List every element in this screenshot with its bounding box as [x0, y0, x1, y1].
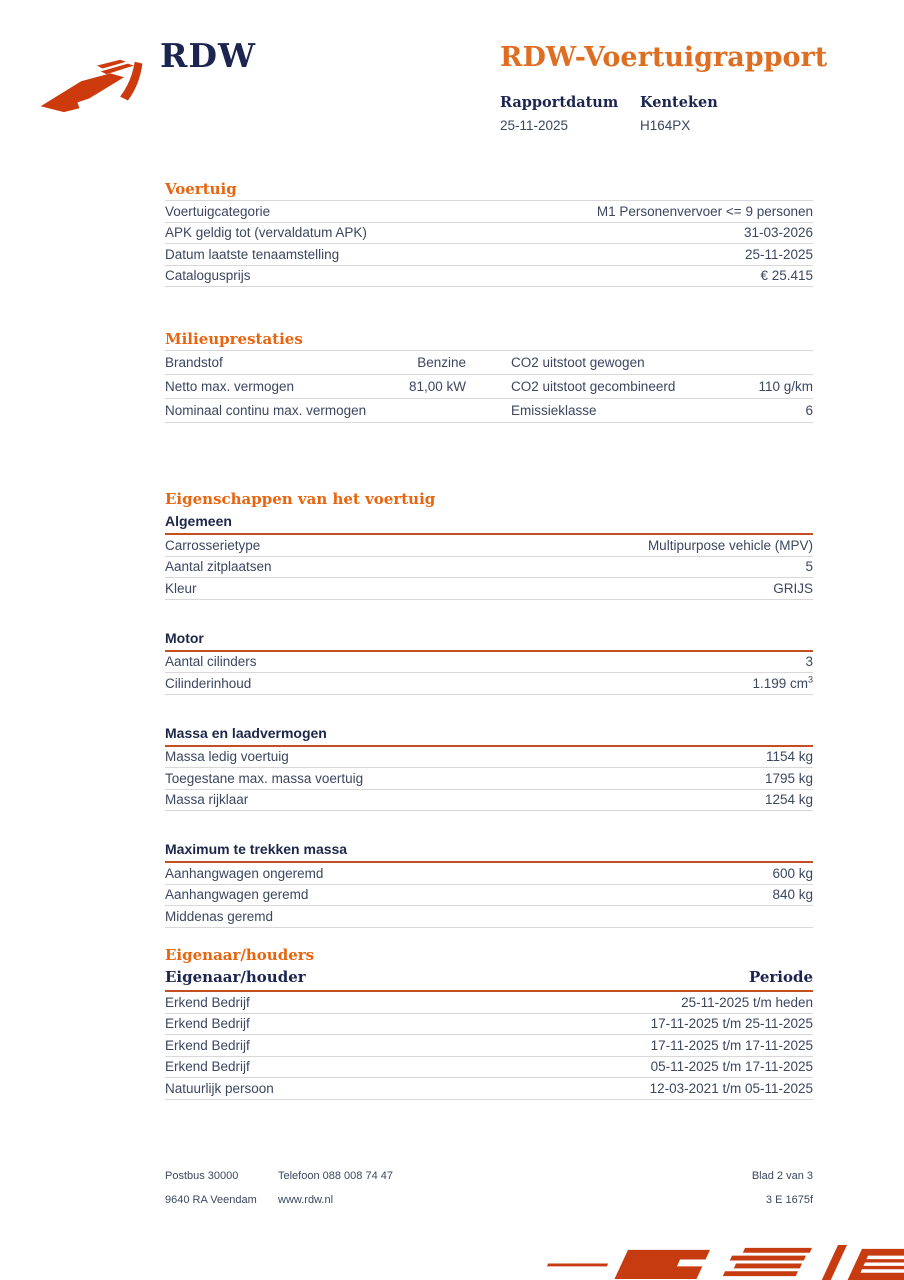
row-label: Cilinderinhoud	[165, 675, 252, 691]
row-value: 31-03-2026	[743, 225, 813, 240]
section-heading-milieuprestaties: Milieuprestaties	[165, 330, 303, 348]
table-row	[165, 266, 813, 288]
section-heading-eigenschappen: Eigenschappen van het voertuig	[165, 490, 436, 508]
row-value: GRIJS	[773, 580, 813, 596]
row-label: Catalogusprijs	[165, 268, 251, 283]
subsection-heading-motor: Motor	[165, 630, 813, 652]
table-row	[165, 535, 813, 557]
rdw-speed-stripes-graphic	[540, 1243, 904, 1280]
row-label: Aantal zitplaatsen	[165, 559, 272, 574]
footer-line-1	[165, 1164, 813, 1188]
table-row	[165, 557, 813, 579]
column-header-owner: Eigenaar/houder	[165, 968, 306, 986]
report-date-block	[500, 94, 640, 133]
footer-line-2	[165, 1188, 813, 1212]
row-label: Netto max. vermogen	[165, 379, 295, 394]
row-value: 6	[805, 403, 813, 418]
footer-phone: Telefoon 088 008 74 47	[278, 1170, 393, 1182]
row-label: Datum laatste tenaamstelling	[165, 246, 340, 262]
row-value: 1254 kg	[764, 792, 813, 807]
voertuig-rows	[165, 200, 813, 287]
row-label: CO2 uitstoot gewogen	[511, 355, 645, 370]
row-label: Toegestane max. massa voertuig	[165, 770, 364, 786]
footer-address-line2: 9640 RA Veendam	[165, 1194, 257, 1206]
row-value	[752, 673, 813, 695]
subsection-heading-trekken: Maximum te trekken massa	[165, 841, 813, 863]
subsection-trekken	[165, 841, 813, 928]
table-row	[165, 375, 813, 399]
row-label: Aanhangwagen geremd	[165, 887, 309, 902]
row-value: 1795 kg	[764, 770, 813, 786]
row-value: 840 kg	[772, 887, 813, 902]
row-label: Aantal cilinders	[165, 654, 257, 669]
table-row	[165, 790, 813, 812]
column-header-period: Periode	[748, 968, 813, 986]
table-row	[165, 768, 813, 790]
row-label: Nominaal continu max. vermogen	[165, 403, 367, 418]
row-value: 1154 kg	[765, 749, 813, 764]
report-date-value: 25-11-2025	[500, 118, 569, 133]
owner-name: Natuurlijk persoon	[165, 1080, 274, 1096]
report-header	[500, 42, 828, 133]
row-label: APK geldig tot (vervaldatum APK)	[165, 225, 367, 240]
section-heading-voertuig: Voertuig	[165, 180, 237, 198]
license-plate-block	[640, 94, 780, 133]
footer-address-line1: Postbus 30000	[165, 1170, 239, 1182]
license-plate-label: Kenteken	[640, 94, 718, 111]
page-footer	[165, 1164, 813, 1212]
row-value: 25-11-2025	[744, 246, 813, 262]
owner-name: Erkend Bedrijf	[165, 1059, 250, 1074]
subsection-massa	[165, 725, 813, 812]
row-label: CO2 uitstoot gecombineerd	[511, 379, 676, 394]
rdw-wing-logo-icon	[38, 52, 148, 116]
owner-period: 17-11-2025 t/m 25-11-2025	[650, 1016, 813, 1031]
footer-website: www.rdw.nl	[278, 1194, 334, 1206]
row-label: Massa rijklaar	[165, 792, 249, 807]
table-row	[165, 1057, 813, 1079]
owner-name: Erkend Bedrijf	[165, 1016, 250, 1031]
row-value: Benzine	[417, 355, 466, 370]
row-value: € 25.415	[760, 268, 813, 283]
table-row	[165, 885, 813, 907]
report-meta	[500, 94, 814, 133]
row-value: 81,00 kW	[408, 379, 466, 394]
table-row	[165, 652, 813, 674]
table-row	[165, 399, 813, 423]
report-date-label: Rapportdatum	[500, 94, 619, 111]
table-row	[165, 906, 813, 928]
footer-doc-code: 3 E 1675f	[765, 1194, 813, 1206]
license-plate-value: H164PX	[640, 118, 691, 133]
table-row	[165, 673, 813, 695]
row-value: 600 kg	[772, 865, 813, 881]
table-row	[165, 1078, 813, 1100]
table-row	[165, 863, 813, 885]
row-label: Brandstof	[165, 355, 223, 370]
row-label: Kleur	[165, 580, 197, 596]
table-row	[165, 223, 813, 245]
owner-period: 12-03-2021 t/m 05-11-2025	[649, 1080, 813, 1096]
subsection-heading-algemeen: Algemeen	[165, 513, 813, 535]
table-row	[165, 1035, 813, 1057]
rdw-logo-text: RDW	[160, 36, 257, 75]
table-row	[165, 992, 813, 1014]
milieu-rows	[165, 350, 813, 423]
table-row	[165, 351, 813, 375]
section-milieuprestaties	[165, 330, 813, 423]
section-eigenaar	[165, 946, 813, 1100]
owner-name: Erkend Bedrijf	[165, 1037, 250, 1053]
page-title: RDW-Voertuigrapport	[500, 42, 828, 73]
row-value: Multipurpose vehicle (MPV)	[647, 537, 813, 553]
owners-table-header	[165, 968, 813, 992]
row-value: M1 Personenvervoer <= 9 personen	[596, 203, 813, 219]
table-row	[165, 244, 813, 266]
table-row	[165, 747, 813, 769]
row-label: Aanhangwagen ongeremd	[165, 865, 324, 881]
owner-period: 05-11-2025 t/m 17-11-2025	[650, 1059, 813, 1074]
row-label: Emissieklasse	[511, 403, 597, 418]
row-value: 3	[805, 654, 813, 669]
section-voertuig	[165, 180, 813, 287]
owner-period: 25-11-2025 t/m heden	[681, 994, 813, 1010]
owner-name: Erkend Bedrijf	[165, 994, 250, 1010]
row-value-superscript: 3	[807, 674, 813, 684]
row-label: Voertuigcategorie	[165, 203, 271, 219]
subsection-algemeen	[165, 513, 813, 600]
row-label: Middenas geremd	[165, 908, 274, 924]
row-label: Massa ledig voertuig	[165, 749, 289, 764]
footer-page-number: Blad 2 van 3	[751, 1170, 813, 1182]
row-value: 5	[805, 559, 813, 574]
owner-period: 17-11-2025 t/m 17-11-2025	[650, 1037, 813, 1053]
section-heading-eigenaar: Eigenaar/houders	[165, 946, 315, 964]
subsection-heading-massa: Massa en laadvermogen	[165, 725, 813, 747]
row-value: 110 g/km	[758, 379, 813, 394]
row-label: Carrosserietype	[165, 537, 261, 553]
section-eigenschappen	[165, 490, 813, 928]
subsection-motor	[165, 630, 813, 695]
table-row	[165, 578, 813, 600]
table-row	[165, 1014, 813, 1036]
table-row	[165, 201, 813, 223]
row-value-base: 1.199 cm	[752, 675, 808, 691]
